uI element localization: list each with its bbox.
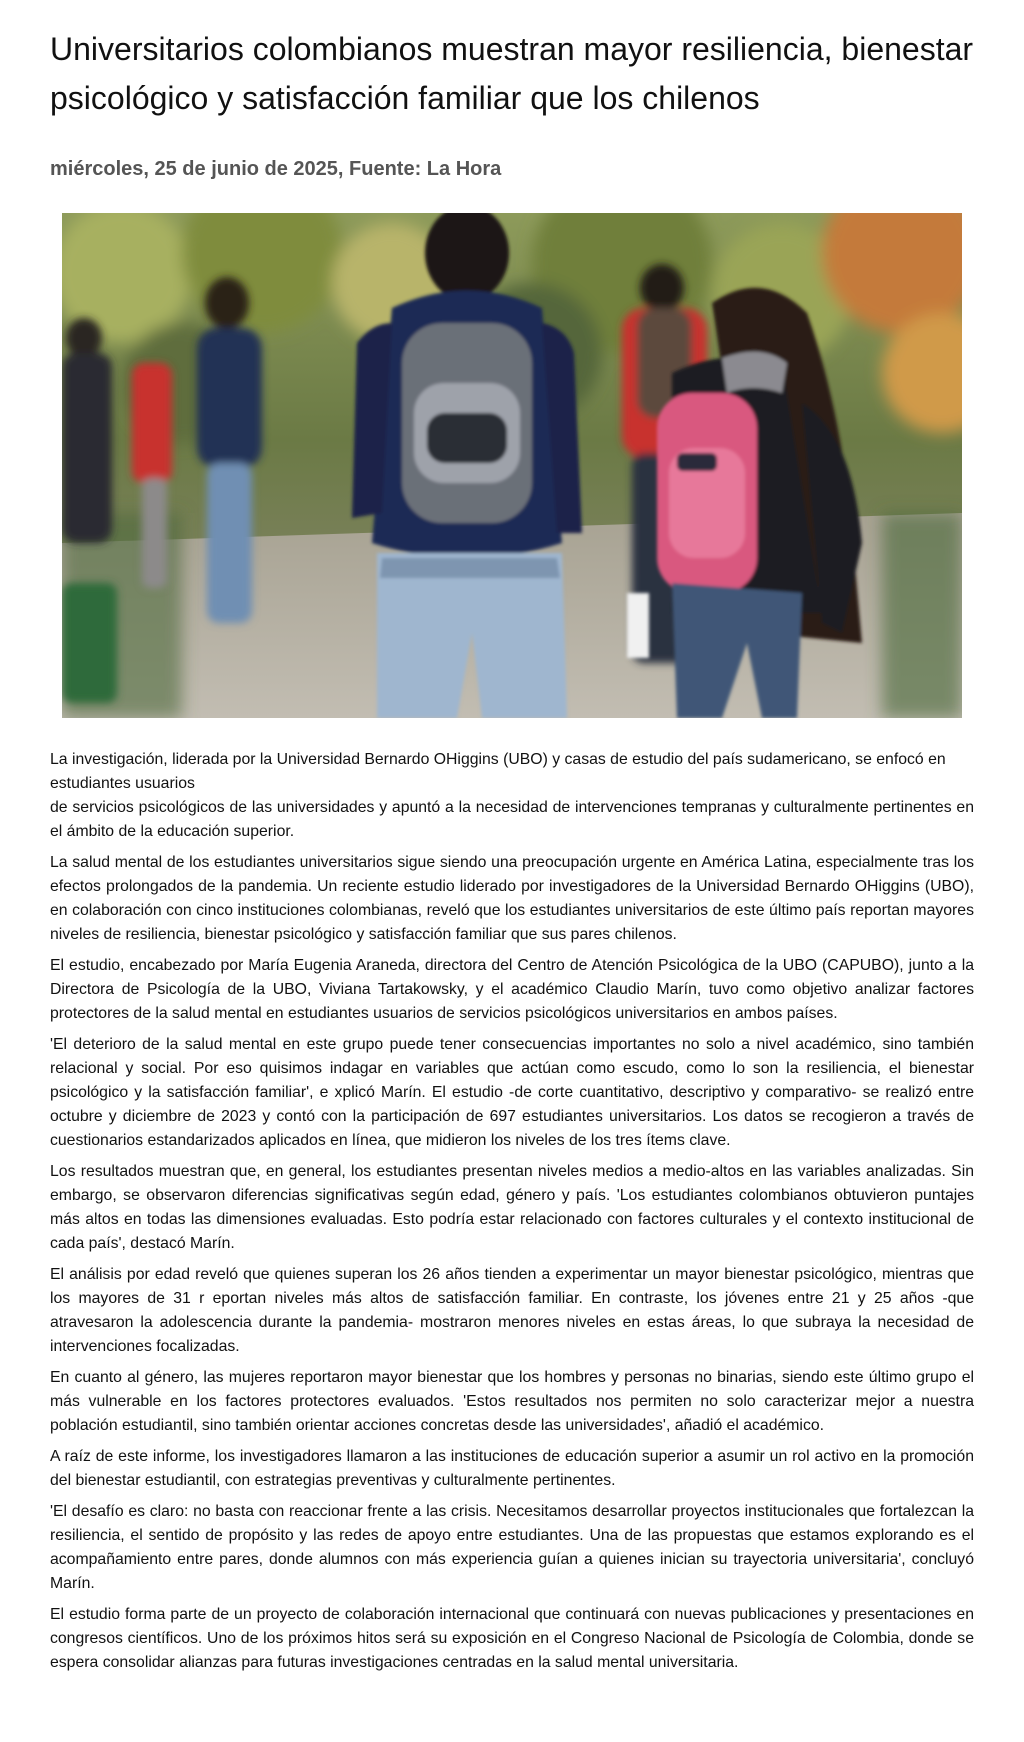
- paragraph-10: El estudio forma parte de un proyecto de colaboración internacional que continuará con nuevas publicaciones y presentaciones en congresos científicos. Uno de los próximos hitos será su exposición en el Congreso Nacional de Psicología de Colombia, donde se espera consolidar alianzas para futuras investigaciones centradas en la salud mental universitaria.: [50, 1606, 974, 1671]
- paragraph-4: 'El deterioro de la salud mental en este grupo puede tener consecuencias importantes no solo a nivel académico, sino también relacional y social. Por eso quisimos indagar en variables que actúan como escudo, como lo son la resiliencia, el bienestar psicológico y la satisfacción familiar', e xplicó Marín. El estudio -de corte cuantitativo, descriptivo y comparativo- se realizó entre octubre y diciembre de 2023 y contó con la participación de 697 estudiantes universitarios. Los datos se recogieron a través de cuestionarios estandarizados aplicados en línea, que midieron los niveles de los tres ítems clave.: [50, 1036, 974, 1149]
- paragraph-7: En cuanto al género, las mujeres reportaron mayor bienestar que los hombres y personas no binarias, siendo este último grupo el más vulnerable en los factores protectores evaluados. 'Estos resultados nos permiten no solo caracterizar mejor a nuestra población estudiantil, sino también orientar acciones concretas desde las universidades', añadió el académico.: [50, 1369, 974, 1434]
- paragraph-9: 'El desafío es claro: no basta con reaccionar frente a las crisis. Necesitamos desarrollar proyectos institucionales que fortalezcan la resiliencia, el sentido de propósito y las redes de apoyo entre estudiantes. Una de las propuestas que estamos explorando es el acompañamiento entre pares, donde alumnos con más experiencia guían a quienes inician su trayectoria universitaria', concluyó Marín.: [50, 1503, 974, 1592]
- article-body: [50, 748, 974, 1675]
- paragraph-2: La salud mental de los estudiantes universitarios sigue siendo una preocupación urgente en América Latina, especialmente tras los efectos prolongados de la pandemia. Un reciente estudio liderado por investigadores de la Universidad Bernardo OHiggins (UBO), en colaboración con cinco instituciones colombianas, reveló que los estudiantes universitarios de este último país reportan mayores niveles de resiliencia, bienestar psicológico y satisfacción familiar que sus pares chilenos.: [50, 854, 974, 943]
- paragraph-6: El análisis por edad reveló que quienes superan los 26 años tienden a experimentar un mayor bienestar psicológico, mientras que los mayores de 31 r eportan niveles más altos de satisfacción familiar. En contraste, los jóvenes entre 21 y 25 años -que atravesaron la adolescencia durante la pandemia- mostraron menores niveles en estas áreas, lo que subraya la necesidad de intervenciones focalizadas.: [50, 1266, 974, 1355]
- paragraph-5: Los resultados muestran que, en general, los estudiantes presentan niveles medios a medio-altos en las variables analizadas. Sin embargo, se observaron diferencias significativas según edad, género y país. 'Los estudiantes colombianos obtuvieron puntajes más altos en todas las dimensiones evaluadas. Esto podría estar relacionado con factores culturales y el contexto institucional de cada país', destacó Marín.: [50, 1163, 974, 1252]
- article-title: Universitarios colombianos muestran mayor resiliencia, bienestar psicológico y satisfacción familiar que los chilenos: [50, 31, 974, 116]
- paragraph-3: El estudio, encabezado por María Eugenia Araneda, directora del Centro de Atención Psicológica de la UBO (CAPUBO), junto a la Directora de Psicología de la UBO, Viviana Tartakowsky, y el académico Claudio Marín, tuvo como objetivo analizar factores protectores de la salud mental en estudiantes usuarios de servicios psicológicos universitarios en ambos países.: [50, 957, 974, 1022]
- paragraph-lead-1: La investigación, liderada por la Universidad Bernardo OHiggins (UBO) y casas de estudio del país sudamericano, se enfocó en estudiantes usuarios: [50, 751, 946, 792]
- paragraph-lead-2: de servicios psicológicos de las universidades y apuntó a la necesidad de intervenciones tempranas y culturalmente pertinentes en el ámbito de la educación superior.: [50, 799, 974, 840]
- paragraph-8: A raíz de este informe, los investigadores llamaron a las instituciones de educación superior a asumir un rol activo en la promoción del bienestar estudiantil, con estrategias preventivas y culturalmente pertinentes.: [50, 1448, 974, 1489]
- article-photo: [62, 213, 962, 718]
- article-meta: miércoles, 25 de junio de 2025, Fuente: La Hora: [50, 158, 502, 180]
- students-walking-illustration: [62, 213, 962, 718]
